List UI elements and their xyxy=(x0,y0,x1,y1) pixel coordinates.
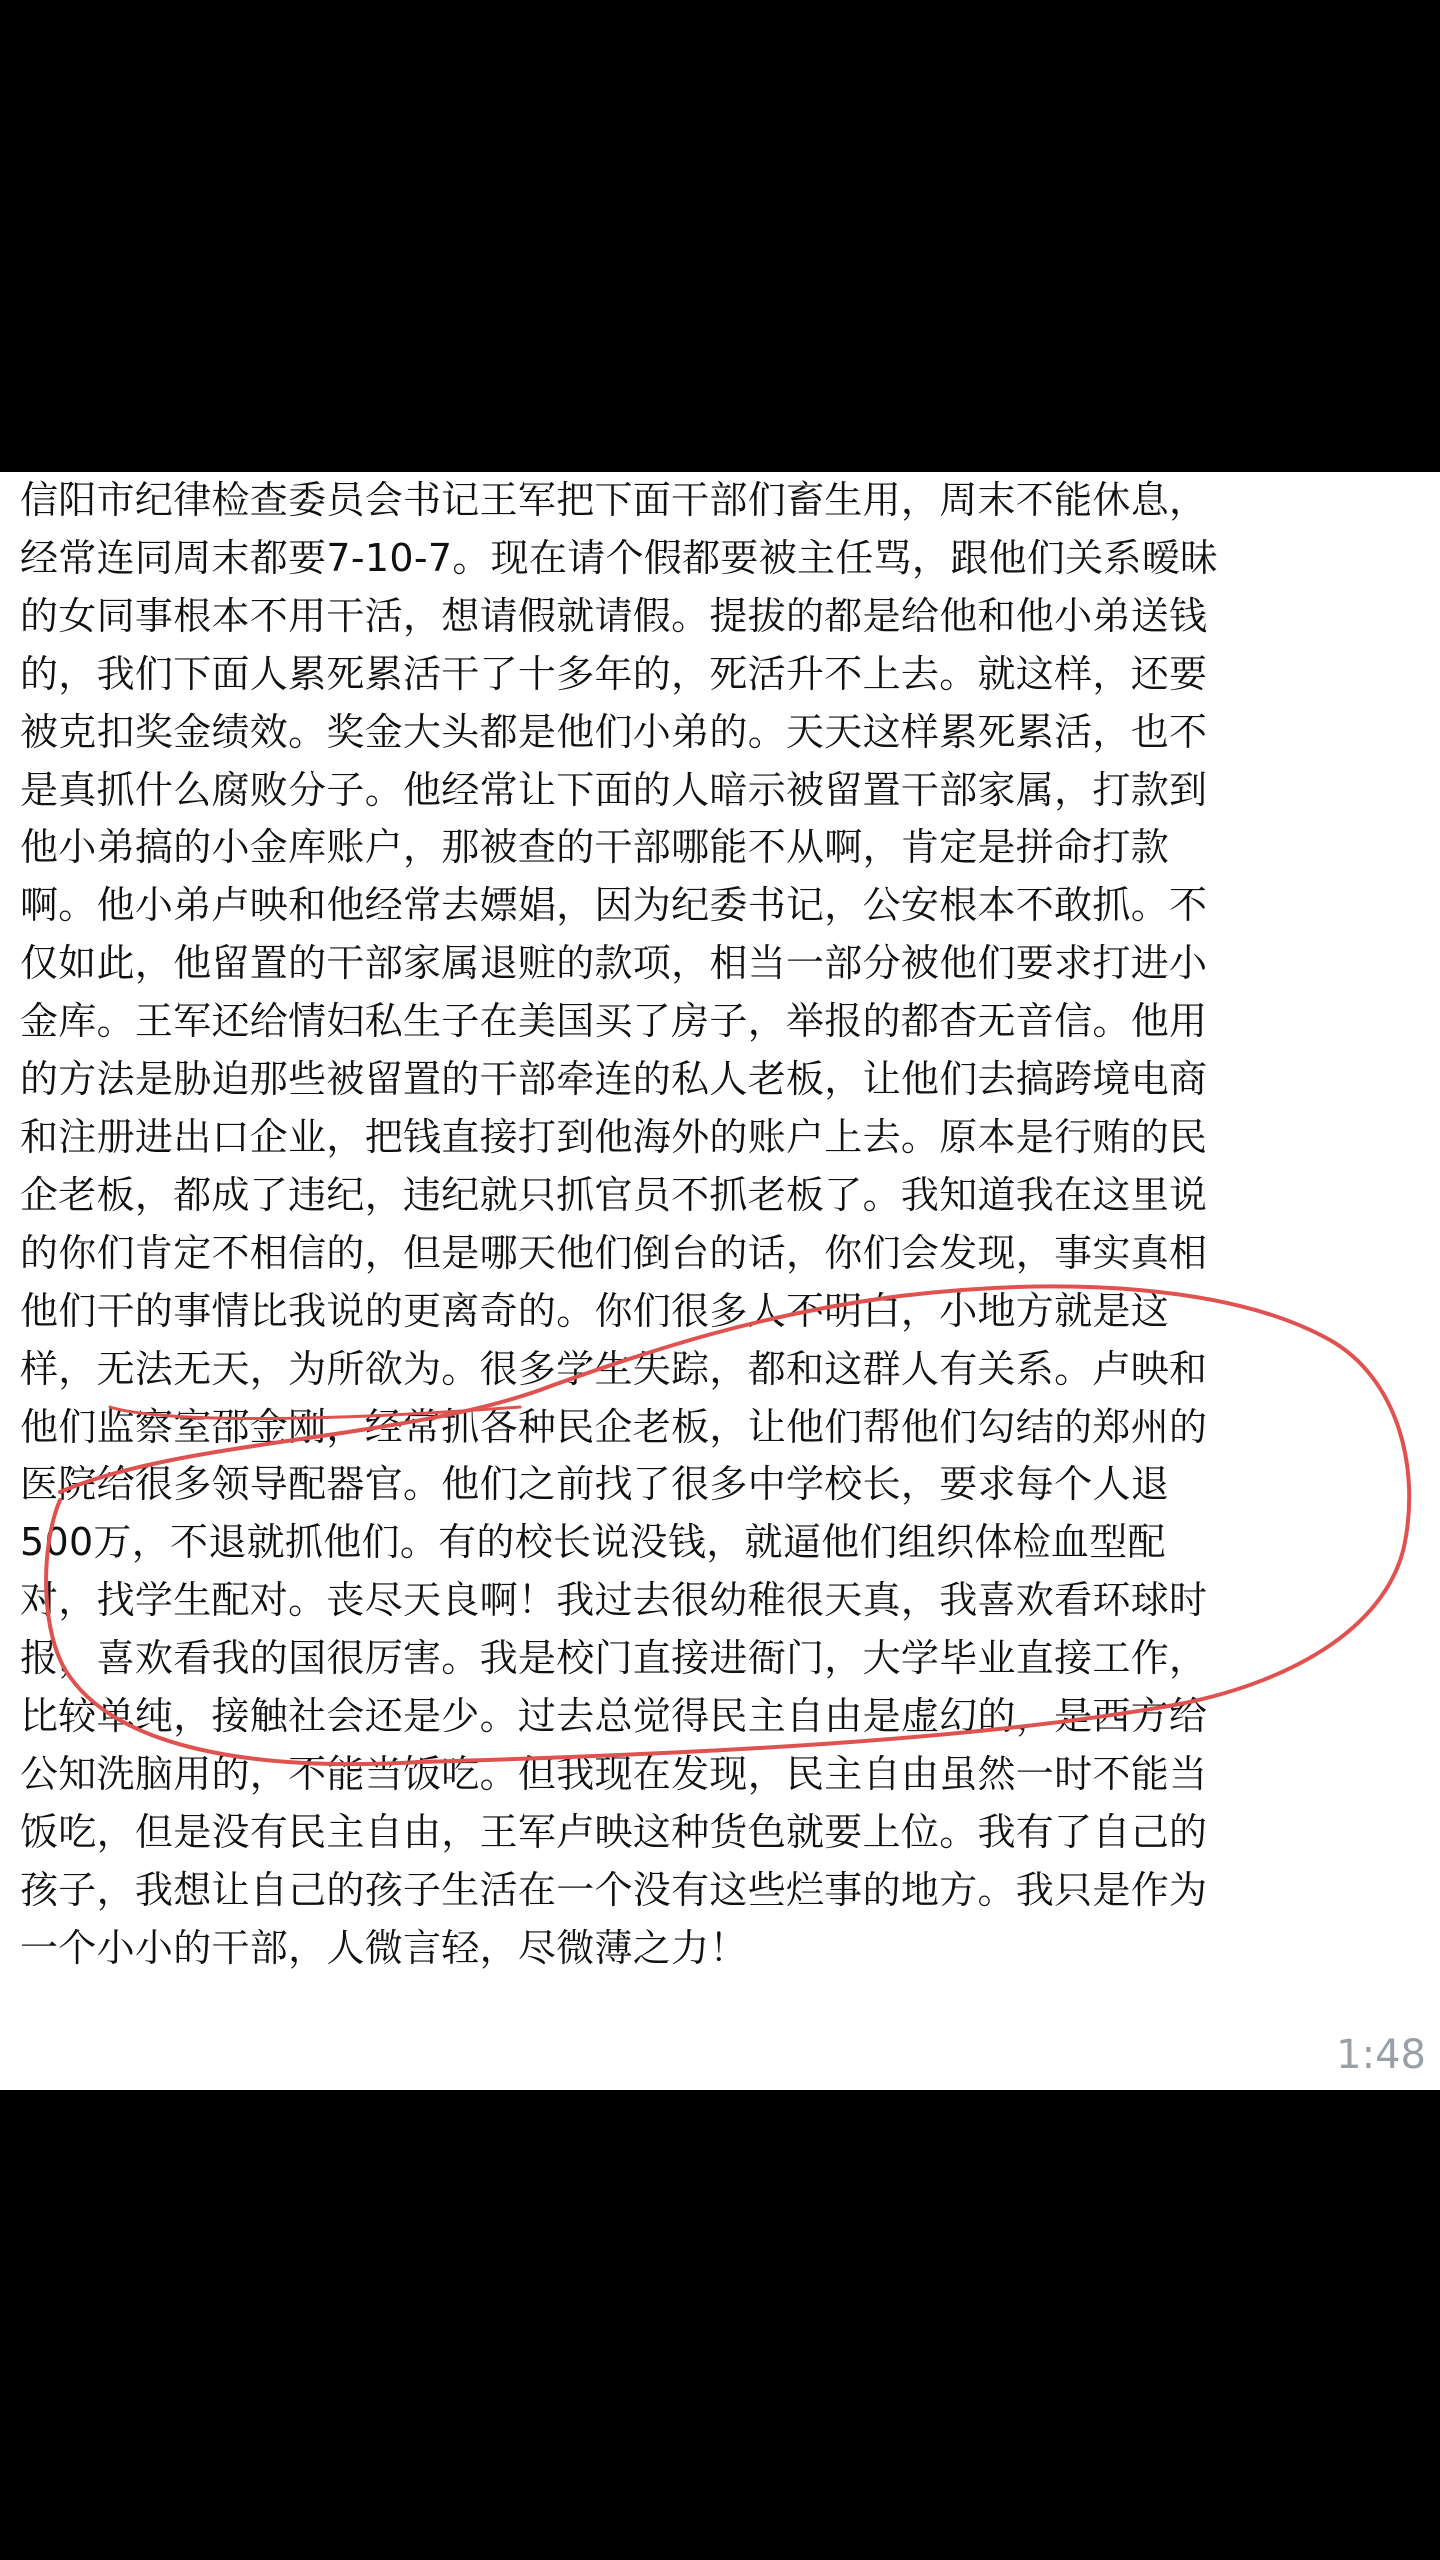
message-text xyxy=(20,472,1430,1978)
message-screenshot xyxy=(0,472,1440,2090)
message-line: 报，喜欢看我的国很厉害。我是校门直接进衙门，大学毕业直接工作， xyxy=(20,1636,1208,1681)
message-line: 比较单纯，接触社会还是少。过去总觉得民主自由是虚幻的，是西方给 xyxy=(20,1694,1208,1739)
message-timestamp: 1:48 xyxy=(1332,2032,1430,2078)
message-line: 对，找学生配对。丧尽天良啊！我过去很幼稚很天真，我喜欢看环球时 xyxy=(20,1578,1208,1623)
message-line: 被克扣奖金绩效。奖金大头都是他们小弟的。天天这样累死累活，也不 xyxy=(20,709,1208,754)
message-line: 啊。他小弟卢映和他经常去嫖娼，因为纪委书记，公安根本不敢抓。不 xyxy=(20,883,1208,928)
message-line: 500万，不退就抓他们。有的校长说没钱，就逼他们组织体检血型配 xyxy=(20,1520,1166,1565)
message-line: 公知洗脑用的，不能当饭吃。但我现在发现，民主自由虽然一时不能当 xyxy=(20,1751,1208,1796)
message-line: 仅如此，他留置的干部家属退赃的款项，相当一部分被他们要求打进小 xyxy=(20,941,1208,986)
message-line: 经常连同周末都要7-10-7。现在请个假都要被主任骂，跟他们关系暧昧 xyxy=(20,535,1219,580)
letterbox-bottom xyxy=(0,2090,1440,2560)
message-line: 企老板，都成了违纪，违纪就只抓官员不抓老板了。我知道我在这里说 xyxy=(20,1172,1208,1217)
message-line: 金库。王军还给情妇私生子在美国买了房子，举报的都杳无音信。他用 xyxy=(20,999,1208,1044)
message-line: 的女同事根本不用干活，想请假就请假。提拔的都是给他和他小弟送钱 xyxy=(20,593,1208,638)
message-line: 饭吃，但是没有民主自由，王军卢映这种货色就要上位。我有了自己的 xyxy=(20,1809,1208,1854)
message-line: 孩子，我想让自己的孩子生活在一个没有这些烂事的地方。我只是作为 xyxy=(20,1867,1208,1912)
message-line: 是真抓什么腐败分子。他经常让下面的人暗示被留置干部家属，打款到 xyxy=(20,767,1208,812)
message-line: 他小弟搞的小金库账户，那被查的干部哪能不从啊，肯定是拼命打款 xyxy=(20,825,1170,870)
message-line: 的方法是胁迫那些被留置的干部牵连的私人老板，让他们去搞跨境电商 xyxy=(20,1057,1208,1102)
message-line: 医院给很多领导配器官。他们之前找了很多中学校长，要求每个人退 xyxy=(20,1462,1170,1507)
message-line: 和注册进出口企业，把钱直接打到他海外的账户上去。原本是行贿的民 xyxy=(20,1114,1208,1159)
message-line: 的你们肯定不相信的，但是哪天他们倒台的话，你们会发现，事实真相 xyxy=(20,1230,1208,1275)
message-line: 的，我们下面人累死累活干了十多年的，死活升不上去。就这样，还要 xyxy=(20,651,1208,696)
letterbox-top xyxy=(0,0,1440,472)
message-line: 信阳市纪律检查委员会书记王军把下面干部们畜生用，周末不能休息， xyxy=(20,478,1208,522)
message-line: 一个小小的干部，人微言轻，尽微薄之力！ xyxy=(20,1925,748,1970)
message-line: 他们干的事情比我说的更离奇的。你们很多人不明白，小地方就是这 xyxy=(20,1288,1170,1333)
message-line: 他们监察室邵金刚，经常抓各种民企老板，让他们帮他们勾结的郑州的 xyxy=(20,1404,1208,1449)
message-line: 样，无法无天，为所欲为。很多学生失踪，都和这群人有关系。卢映和 xyxy=(20,1346,1208,1391)
